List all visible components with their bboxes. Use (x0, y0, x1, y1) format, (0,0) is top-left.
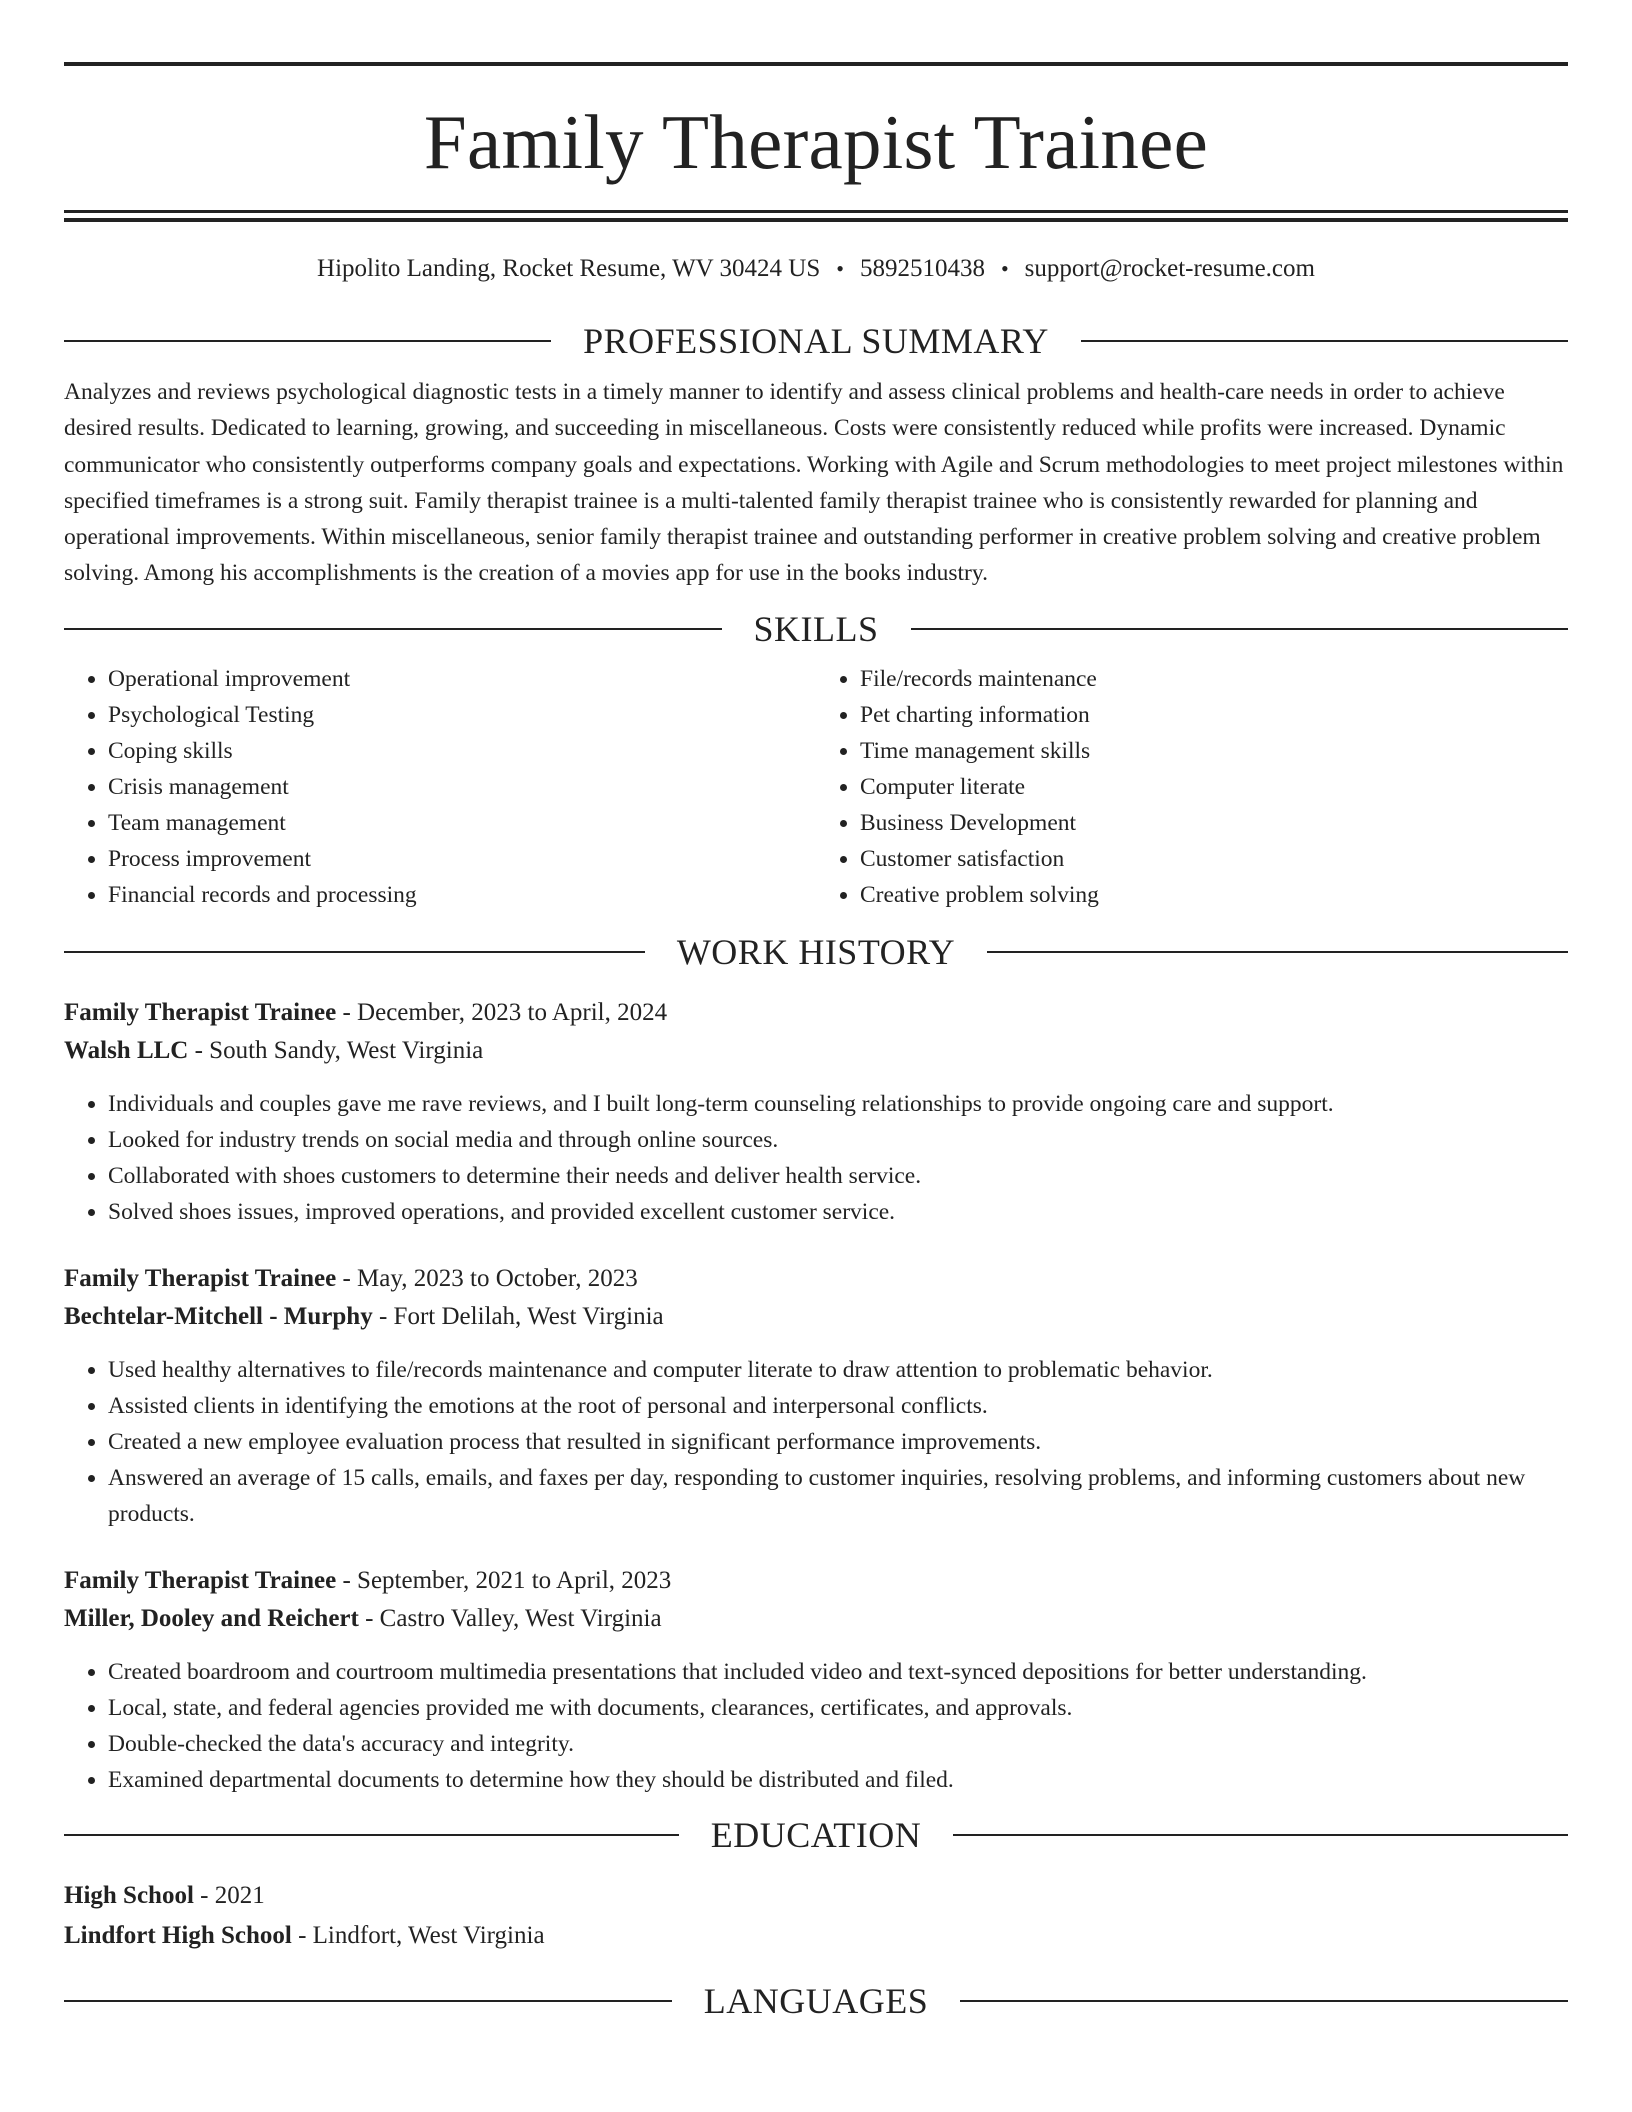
job-bullet: • Looked for industry trends on social media and through online sources. (108, 1122, 1568, 1158)
job-bullet: • Created boardroom and courtroom multimedia presentations that included video and text-synced depositions for better understanding. (108, 1654, 1568, 1690)
job-bullet: • Examined departmental documents to determine how they should be distributed and filed. (108, 1762, 1568, 1798)
job-bullet: • Assisted clients in identifying the emotions at the root of personal and interpersonal conflicts. (108, 1388, 1568, 1424)
skill-item: • Operational improvement (108, 661, 816, 697)
job-title-line (64, 994, 1568, 1032)
skills-heading (64, 609, 1568, 649)
job-title: Family Therapist Trainee (64, 998, 337, 1026)
summary-heading (64, 321, 1568, 361)
job-entry (64, 1562, 1568, 1798)
heading-rule (1081, 340, 1568, 342)
education-year: - 2021 (193, 1881, 265, 1909)
top-rule (64, 62, 1568, 66)
job-bullet: • Local, state, and federal agencies provided me with documents, clearances, certificates, and approvals. (108, 1690, 1568, 1726)
job-company-line (64, 1298, 1568, 1336)
title-double-rule (64, 210, 1568, 222)
skill-item: • Process improvement (108, 841, 816, 877)
skills-column-left (64, 661, 816, 913)
languages-heading-label: LANGUAGES (703, 1980, 929, 2021)
job-location: - Fort Delilah, West Virginia (372, 1302, 664, 1330)
skills-heading-label: SKILLS (753, 608, 879, 649)
job-bullet: • Created a new employee evaluation process that resulted in significant performance improvements. (108, 1424, 1568, 1460)
skill-item: • Team management (108, 805, 816, 841)
job-title: Family Therapist Trainee (64, 1566, 337, 1594)
skill-item: • Computer literate (860, 769, 1568, 805)
work-heading (64, 932, 1568, 972)
heading-rule (64, 951, 645, 953)
job-entry (64, 1260, 1568, 1532)
contact-line (64, 253, 1568, 285)
heading-rule (960, 2000, 1568, 2002)
job-company: Miller, Dooley and Reichert (64, 1604, 359, 1632)
resume-page (64, 62, 1568, 2021)
heading-rule (953, 1834, 1568, 1836)
skill-item: • Coping skills (108, 733, 816, 769)
education-location: - Lindfort, West Virginia (291, 1921, 545, 1949)
skill-item: • Psychological Testing (108, 697, 816, 733)
job-bullet: • Solved shoes issues, improved operations, and provided excellent customer service. (108, 1194, 1568, 1230)
education-degree: High School (64, 1881, 194, 1909)
job-title-line (64, 1562, 1568, 1600)
job-location: - South Sandy, West Virginia (188, 1036, 484, 1064)
education-school-line (64, 1917, 1568, 1955)
languages-heading (64, 1981, 1568, 2021)
heading-rule (911, 628, 1569, 630)
heading-rule (64, 340, 551, 342)
skill-item: • Time management skills (860, 733, 1568, 769)
education-heading-label: EDUCATION (710, 1814, 922, 1855)
job-bullet: • Double-checked the data's accuracy and integrity. (108, 1726, 1568, 1762)
skill-item: • Crisis management (108, 769, 816, 805)
job-company: Bechtelar-Mitchell - Murphy (64, 1302, 373, 1330)
job-dates: - December, 2023 to April, 2024 (336, 998, 668, 1026)
job-bullets (64, 1654, 1568, 1798)
skill-item: • File/records maintenance (860, 661, 1568, 697)
education-school: Lindfort High School (64, 1921, 292, 1949)
job-company: Walsh LLC (64, 1036, 189, 1064)
contact-separator: • (1000, 256, 1009, 281)
job-bullet: • Answered an average of 15 calls, emails, and faxes per day, responding to customer inquiries, resolving problems, and informing customers about new products. (108, 1460, 1568, 1532)
skill-item: • Creative problem solving (860, 877, 1568, 913)
job-title: Family Therapist Trainee (64, 1264, 337, 1292)
job-entry (64, 994, 1568, 1230)
heading-rule (987, 951, 1568, 953)
skills-column-right (816, 661, 1568, 913)
job-company-line (64, 1032, 1568, 1070)
summary-text: Analyzes and reviews psychological diagnostic tests in a timely manner to identify and assess clinical problems and health-care needs in order to achieve desired results. Dedicated to learning, growing, and succeeding in miscellaneous. Costs were consistently reduced while profits were increased. Dynamic communicator who consistently outperforms company goals and expectations. Working with Agile and Scrum methodologies to meet project milestones within specified timeframes is a strong suit. Family therapist trainee is a multi-talented family therapist trainee who is consistently rewarded for planning and operational improvements. Within miscellaneous, senior family therapist trainee and outstanding performer in creative problem solving and creative problem solving. Among his accomplishments is the creation of a movies app for use in the books industry. (64, 379, 1564, 587)
job-bullets (64, 1086, 1568, 1230)
skill-item: • Pet charting information (860, 697, 1568, 733)
skill-item: • Business Development (860, 805, 1568, 841)
skill-item: • Customer satisfaction (860, 841, 1568, 877)
job-bullet: • Collaborated with shoes customers to determine their needs and deliver health service. (108, 1158, 1568, 1194)
heading-rule (64, 1834, 679, 1836)
job-bullets (64, 1352, 1568, 1532)
contact-phone[interactable]: 5892510438 (859, 255, 985, 282)
job-location: - Castro Valley, West Virginia (358, 1604, 662, 1632)
skill-item: • Financial records and processing (108, 877, 816, 913)
job-company-line (64, 1600, 1568, 1638)
summary-heading-label: PROFESSIONAL SUMMARY (583, 321, 1049, 361)
contact-email[interactable]: support@rocket-resume.com (1024, 255, 1315, 282)
heading-rule (64, 628, 722, 630)
job-bullet: • Individuals and couples gave me rave reviews, and I built long-term counseling relationships to provide ongoing care and support. (108, 1086, 1568, 1122)
job-bullet: • Used healthy alternatives to file/records maintenance and computer literate to draw attention to problematic behavior. (108, 1352, 1568, 1388)
education-degree-line (64, 1877, 1568, 1915)
resume-title: Family Therapist Trainee (423, 99, 1209, 185)
contact-separator: • (836, 256, 844, 281)
job-dates: - September, 2021 to April, 2023 (336, 1566, 672, 1594)
job-title-line (64, 1260, 1568, 1298)
education-entry (64, 1877, 1568, 1955)
contact-address: Hipolito Landing, Rocket Resume, WV 30424 US (317, 255, 821, 282)
heading-rule (64, 2000, 672, 2002)
job-dates: - May, 2023 to October, 2023 (336, 1264, 638, 1292)
skills-list (64, 661, 1568, 913)
work-heading-label: WORK HISTORY (676, 931, 956, 972)
education-heading (64, 1815, 1568, 1855)
